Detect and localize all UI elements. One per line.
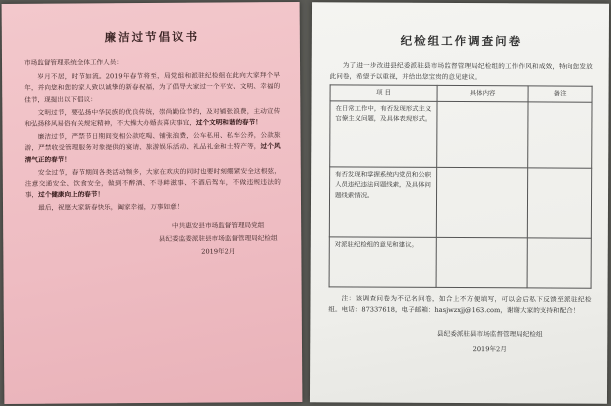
proposal-date: 2019年2月 (201, 247, 236, 256)
questionnaire-signature: 县纪委派驻县市场监督管理局纪检组 (437, 330, 543, 339)
proposal-signature-inspection-group: 县纪委监委派驻县市场监督管理局纪检组 (158, 233, 278, 243)
table-row (329, 237, 591, 288)
table-cell-item: 对派驻纪检组的意见和建议。 (329, 237, 436, 288)
proposal-letter-sheet (2, 2, 303, 404)
questionnaire-sheet (310, 2, 609, 404)
table-cell-item: 有否发现和掌握系统内党员和公职人员违纪违法问题线索，及具体问题线索情况。 (329, 167, 436, 238)
proposal-emphasis: 过个文明和谐的春节！ (195, 118, 262, 127)
proposal-paragraph-civilized: 文明过节，要弘扬中华民族的优良传统，崇尚勤俭节约，及对铺张浪费，主动宣传和弘扬移风易俗有关规定精神，不大操大办婚丧喜庆事宜，过个文明和谐的春节！ (24, 106, 281, 128)
proposal-paragraph-safety: 安全过节，春节期间各类活动频多，大家在欢庆的同时也要时刻绷紧安全这根弦，注意交通安全、饮食安全，做到不醉酒、不寻衅滋事、不酒后驾车，不做违规违法的事，过个健康向上的春节！ (24, 166, 281, 200)
table-cell-note[interactable] (527, 168, 591, 238)
table-header-item: 项 目 (330, 85, 437, 101)
table-cell-note[interactable] (528, 102, 592, 168)
proposal-paragraph-1: 岁月不居，时节如流。2019年春节将至，局党组和派驻纪检组在此向大家拜个早年，并向您和您的家人致以诚挚的新春祝福，为了倡导大家过一个平安、文明、幸福的佳节，现提出以下倡议： (24, 71, 281, 104)
proposal-closing: 最后，祝愿大家新春快乐，阖家幸福，万事如意！ (38, 203, 184, 213)
questionnaire-intro: 为了进一步改进县纪委派驻县市场监督管理局纪检组的工作作风和成效，特向您发放此问卷，希望予以重视，并给出您宝贵的意见建议。 (329, 61, 593, 82)
proposal-salutation: 市场监督管理系统全体工作人员： (23, 58, 123, 67)
table-header-note: 备注 (528, 86, 592, 102)
table-cell-content[interactable] (436, 167, 527, 237)
table-cell-content[interactable] (437, 101, 528, 167)
proposal-emphasis: 过个健康向上的春节！ (38, 190, 105, 200)
table-cell-content[interactable] (436, 237, 527, 287)
table-row (329, 167, 591, 238)
questionnaire-table (329, 85, 593, 289)
questionnaire-date: 2019年2月 (472, 345, 507, 354)
table-header-row (330, 85, 592, 102)
table-row (330, 101, 592, 168)
questionnaire-note: 注：该调查问卷为不记名问卷，如合上不方便填写，可以会后私下反馈至派驻纪检组。电话：87337618，电子邮箱：hasjwzxjj@163.com，谢谢大家的支持和配合！ (328, 294, 592, 315)
proposal-paragraph-integrity: 廉洁过节，严禁节日期间变相公款吃喝、铺张浪费，公车私用、私车公养，公款旅游，严禁收受管理服务对象提供的宴请、旅游娱乐活动、礼品礼金和土特产等，过个风清气正的春节！ (24, 131, 281, 164)
proposal-title: 廉洁过节倡议书 (104, 29, 200, 45)
proposal-emphasis: 过个风清气正的春节！ (24, 142, 281, 164)
table-cell-note[interactable] (527, 238, 591, 288)
table-header-content: 具体内容 (437, 86, 528, 102)
proposal-signature-party-group: 中共惠安县市场监督管理局党组 (171, 220, 265, 230)
questionnaire-title: 纪检组工作调查问卷 (400, 33, 523, 49)
table-cell-item: 在日常工作中，有否发现形式主义官僚主义问题，及具体表现形式。 (330, 101, 437, 168)
